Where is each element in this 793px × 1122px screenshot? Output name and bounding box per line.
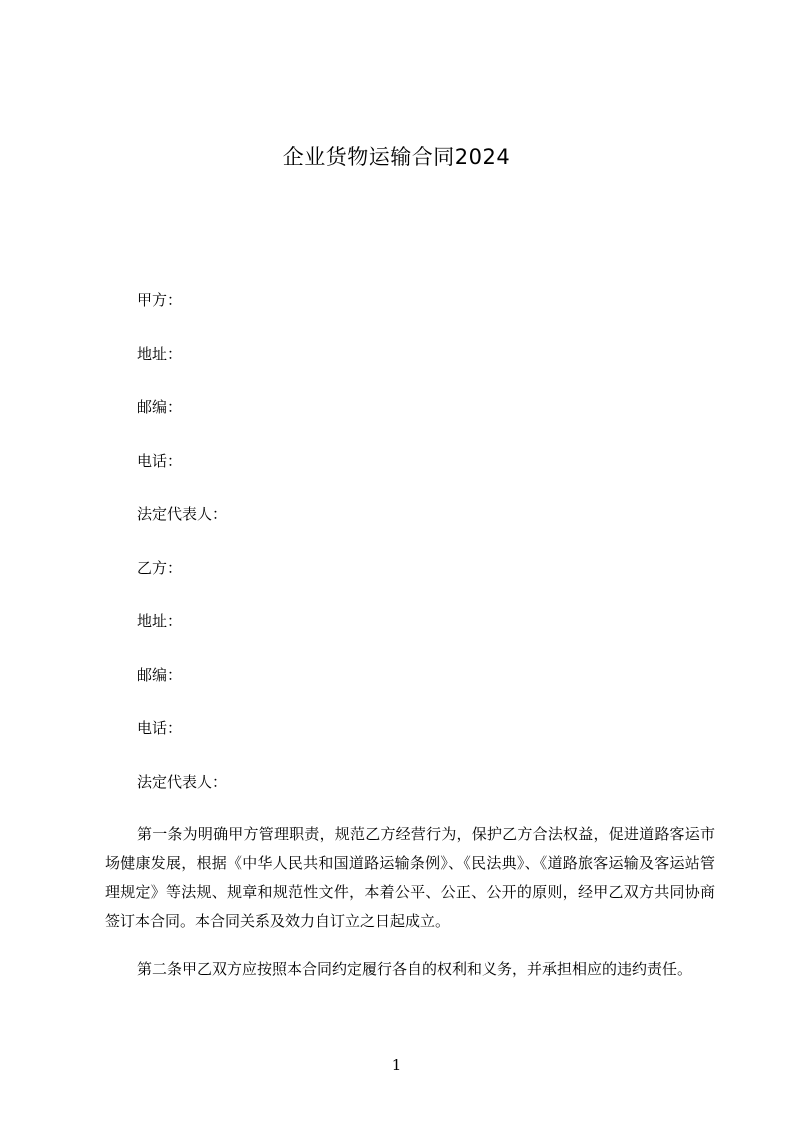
party-a-legal-rep-label: 法定代表人： [137,505,228,523]
article-2-paragraph: 第二条甲乙双方应按照本合同约定履行各自的权利和义务，并承担相应的违约责任。 [137,960,693,978]
party-b-phone-label: 电话： [137,719,183,737]
article-1-paragraph: 第一条为明确甲方管理职责，规范乙方经营行为，保护乙方合法权益，促进道路客运市场健康发展，根据《中华人民共和国道路运输条例》、《民法典》、《道路旅客运输及客运站管理规定》等法规、规章和规范性文件，本着公平、公正、公开的原则，经甲乙双方共同协商签订本合同。本合同关系及效力自订立之日起成立。 [105,825,715,930]
document-title: 企业货物运输合同2024 [282,145,511,169]
party-b-address-label: 地址： [137,612,183,630]
party-a-label: 甲方： [137,291,183,309]
party-b-label: 乙方： [137,558,183,577]
party-fields [137,289,227,824]
party-a-phone-label: 电话： [137,451,183,470]
page-number: 1 [391,1056,402,1074]
party-a-address-label: 地址： [137,344,183,363]
party-b-postcode-label: 邮编： [137,665,183,684]
party-b-legal-rep-label: 法定代表人： [137,772,228,791]
party-a-postcode-label: 邮编： [137,398,183,416]
